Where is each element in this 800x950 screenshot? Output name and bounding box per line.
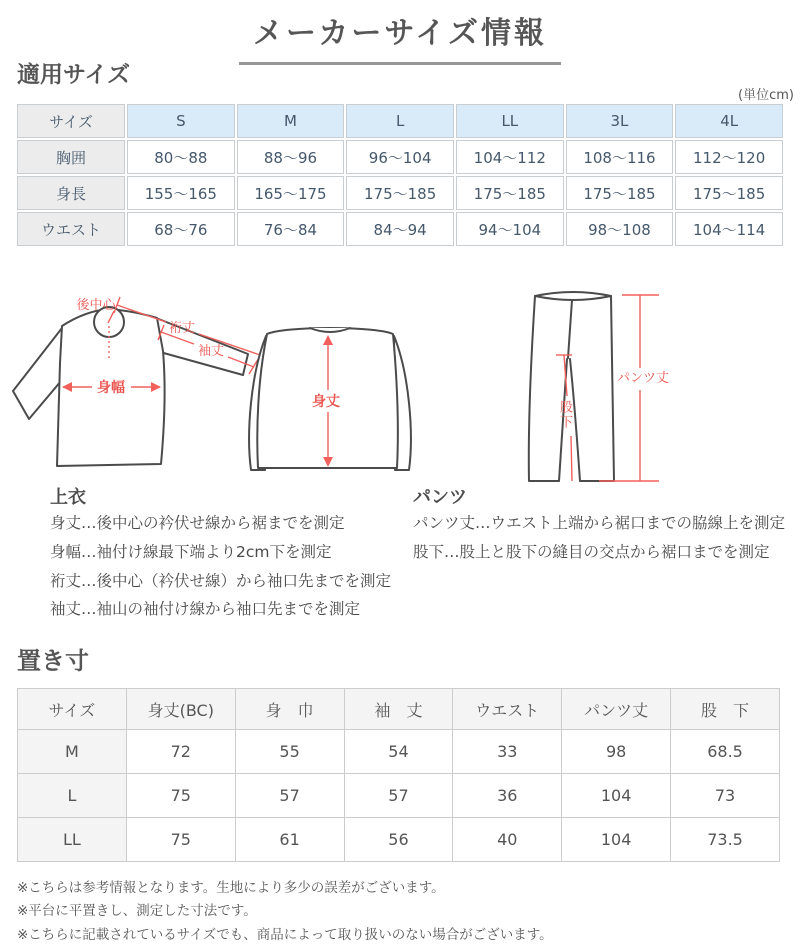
corner-cell: サイズ (17, 104, 125, 138)
col-header-l: L (346, 104, 454, 138)
table-row (17, 140, 783, 174)
pants-heading: パンツ (413, 487, 467, 508)
col-header-body-width: 身 巾 (235, 689, 344, 730)
cell: 108〜116 (566, 140, 674, 174)
tops-measure-notes (50, 509, 391, 624)
table-header-row (18, 689, 780, 730)
tops-note-line: 袖丈…袖山の袖付け線から袖口先までを測定 (50, 600, 361, 619)
table-row (17, 212, 783, 246)
footnotes (17, 877, 553, 947)
cell: 73.5 (671, 818, 780, 862)
footnote-line: ※平台に平置きし、測定した寸法です。 (17, 903, 257, 920)
cell: 155〜165 (127, 176, 235, 210)
col-header-waist: ウエスト (453, 689, 562, 730)
cell: 175〜185 (456, 176, 564, 210)
cell: 75 (126, 818, 235, 862)
row-label-waist: ウエスト (17, 212, 125, 246)
cell: 55 (235, 730, 344, 774)
col-header-4l: 4L (675, 104, 783, 138)
col-header-inseam: 股 下 (671, 689, 780, 730)
row-label-m: M (18, 730, 127, 774)
col-header-s: S (127, 104, 235, 138)
table-header-row (17, 104, 783, 138)
page-title: メーカーサイズ情報 (239, 6, 561, 65)
cell: 98〜108 (566, 212, 674, 246)
sleeve-length-label: 袖丈 (197, 344, 225, 359)
pants-note-line: パンツ丈…ウエスト上端から裾口までの脇線上を測定 (413, 514, 786, 532)
cell: 68〜76 (127, 212, 235, 246)
cell: 175〜185 (346, 176, 454, 210)
cell: 36 (453, 774, 562, 818)
cell: 80〜88 (127, 140, 235, 174)
pants-diagram (529, 292, 669, 481)
row-label-chest: 胸囲 (17, 140, 125, 174)
cell: 68.5 (671, 730, 780, 774)
col-header-sleeve-length: 袖 丈 (344, 689, 453, 730)
cell: 104〜112 (456, 140, 564, 174)
cell: 72 (126, 730, 235, 774)
cell: 96〜104 (346, 140, 454, 174)
cell: 104〜114 (675, 212, 783, 246)
tops-back-diagram (249, 328, 411, 470)
table-row (18, 818, 780, 862)
cell: 104 (562, 818, 671, 862)
body-width-label: 身幅 (97, 380, 125, 396)
measurement-diagram (0, 278, 800, 490)
flat-measurements-heading: 置き寸 (17, 647, 89, 675)
tops-note-line: 身幅…袖付け線最下端より2cm下を測定 (50, 542, 332, 561)
cell: 175〜185 (675, 176, 783, 210)
pants-note-line: 股下…股上と股下の縫目の交点から裾口までを測定 (413, 542, 770, 561)
cell: 88〜96 (237, 140, 345, 174)
body-length-label: 身丈 (312, 394, 340, 410)
cell: 40 (453, 818, 562, 862)
cell: 76〜84 (237, 212, 345, 246)
cell: 54 (344, 730, 453, 774)
cell: 94〜104 (456, 212, 564, 246)
cell: 33 (453, 730, 562, 774)
footnote-line: ※こちらは参考情報となります。生地により多少の誤差がございます。 (17, 880, 445, 896)
tops-front-diagram (13, 297, 265, 466)
pants-length-label: パンツ丈 (616, 371, 670, 386)
tops-note-line: 身丈…後中心の衿伏せ線から裾までを測定 (50, 514, 345, 532)
yuki-length-label: 裄丈 (168, 321, 196, 336)
cell: 57 (235, 774, 344, 818)
applicable-size-table (15, 102, 785, 248)
row-label-height: 身長 (17, 176, 125, 210)
col-header-3l: 3L (566, 104, 674, 138)
flat-measurements-table (17, 688, 780, 862)
pants-measure-notes (413, 509, 785, 567)
cell: 57 (344, 774, 453, 818)
cell: 175〜185 (566, 176, 674, 210)
cell: 75 (126, 774, 235, 818)
cell: 165〜175 (237, 176, 345, 210)
tops-heading: 上衣 (50, 487, 86, 508)
cell: 61 (235, 818, 344, 862)
cell: 73 (671, 774, 780, 818)
cell: 98 (562, 730, 671, 774)
cell: 104 (562, 774, 671, 818)
back-center-label: 後中心 (76, 298, 116, 313)
col-header-m: M (237, 104, 345, 138)
row-label-ll: LL (18, 818, 127, 862)
col-header-ll: LL (456, 104, 564, 138)
cell: 84〜94 (346, 212, 454, 246)
tops-note-line: 裄丈…後中心（衿伏せ線）から袖口先までを測定 (50, 571, 392, 590)
applicable-size-heading: 適用サイズ (17, 62, 131, 88)
table-row (18, 730, 780, 774)
inseam-label: 股下 (557, 400, 572, 430)
row-label-l: L (18, 774, 127, 818)
col-header-body-length: 身丈(BC) (126, 689, 235, 730)
cell: 56 (344, 818, 453, 862)
cell: 112〜120 (675, 140, 783, 174)
table-row (18, 774, 780, 818)
unit-note: (単位cm) (738, 88, 794, 103)
col-header-pants-length: パンツ丈 (562, 689, 671, 730)
footnote-line: ※こちらに記載されているサイズでも、商品によって取り扱いのない場合がございます。 (17, 926, 553, 943)
table-row (17, 176, 783, 210)
col-header-size: サイズ (18, 689, 127, 730)
